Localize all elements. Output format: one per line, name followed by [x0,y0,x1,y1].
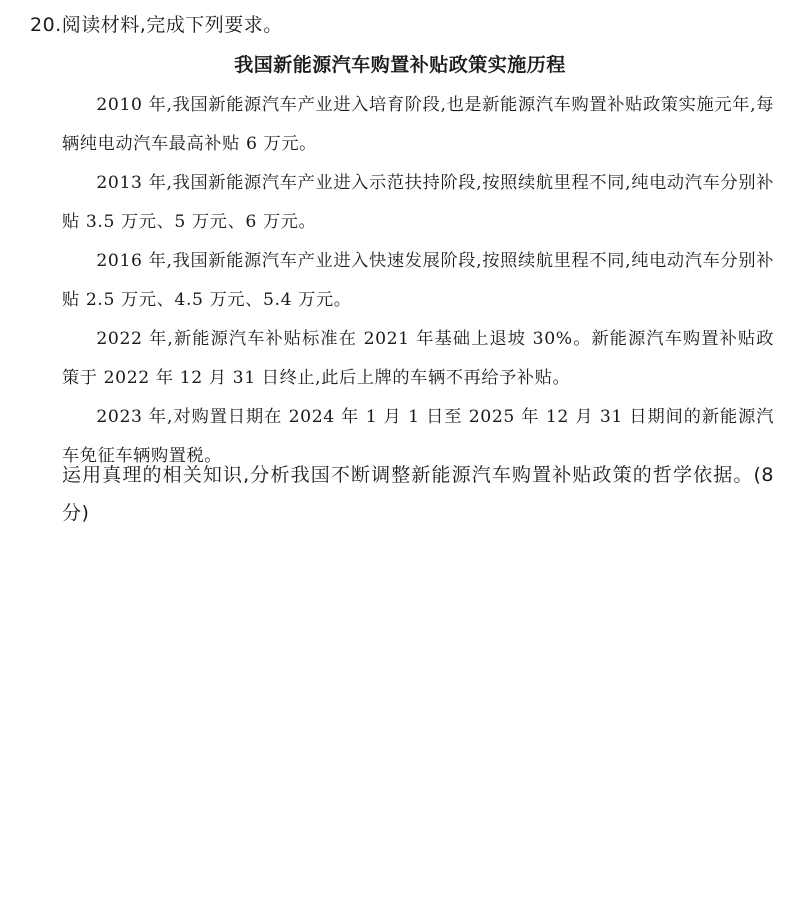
material-paragraph-2023: 2023 年,对购置日期在 2024 年 1 月 1 日至 2025 年 12 月 31 日期间的新能源汽车免征车辆购置税。 [62,407,774,466]
material-paragraph-2013: 2013 年,我国新能源汽车产业进入示范扶持阶段,按照续航里程不同,纯电动汽车分别补贴 3.5 万元、5 万元、6 万元。 [62,173,774,232]
material-paragraph-2022: 2022 年,新能源汽车补贴标准在 2021 年基础上退坡 30%。新能源汽车购置补贴政策于 2022 年 12 月 31 日终止,此后上牌的车辆不再给予补贴。 [62,329,774,388]
material-paragraph-2016: 2016 年,我国新能源汽车产业进入快速发展阶段,按照续航里程不同,纯电动汽车分别补贴 2.5 万元、4.5 万元、5.4 万元。 [62,251,774,310]
question-heading: 20.阅读材料,完成下列要求。 [30,14,283,36]
material-title: 我国新能源汽车购置补贴政策实施历程 [234,54,566,76]
material-paragraph-2010: 2010 年,我国新能源汽车产业进入培育阶段,也是新能源汽车购置补贴政策实施元年,每辆纯电动汽车最高补贴 6 万元。 [62,95,774,154]
material-body [62,86,774,476]
question-requirement: 运用真理的相关知识,分析我国不断调整新能源汽车购置补贴政策的哲学依据。(8 分) [62,464,774,524]
